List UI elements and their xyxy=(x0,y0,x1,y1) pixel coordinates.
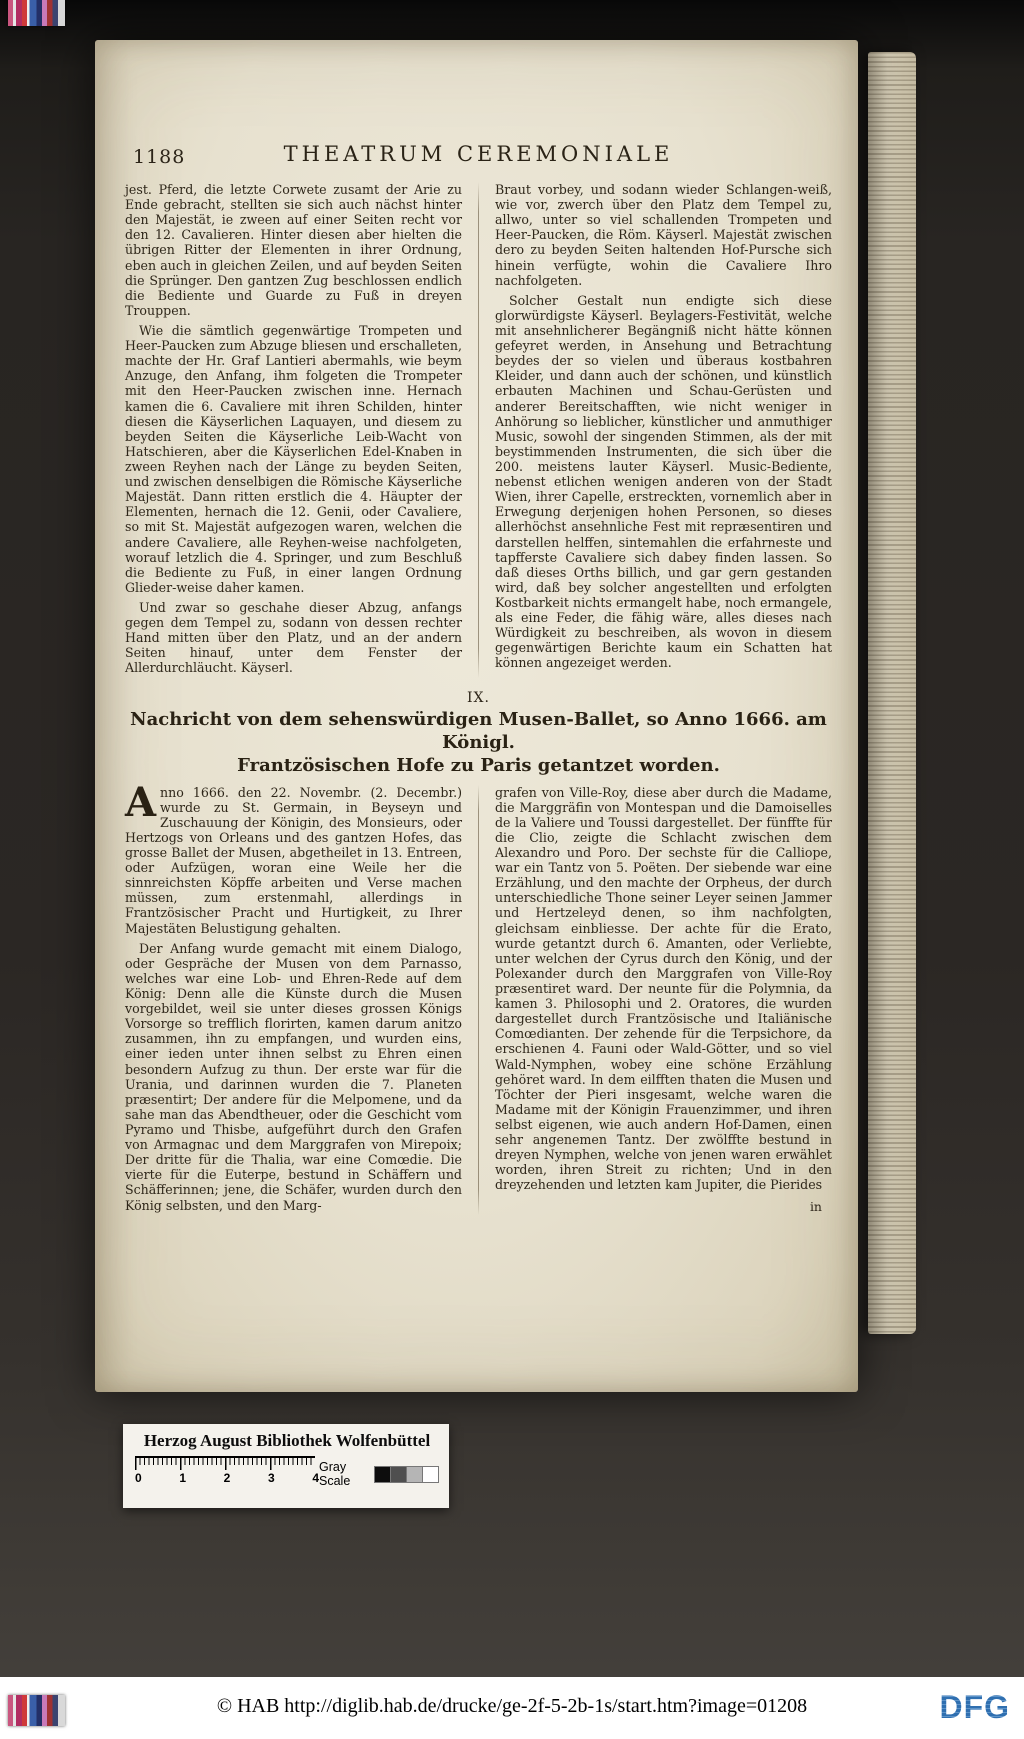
grayscale-swatch-white xyxy=(422,1466,439,1483)
grayscale-swatch-light xyxy=(406,1466,423,1483)
ruler-block xyxy=(135,1456,319,1485)
next-page-edge xyxy=(868,52,916,1334)
page-header xyxy=(125,142,832,172)
column-left xyxy=(125,182,462,678)
paragraph: Solcher Gestalt nun endigte sich diese glorwürdigste Käyserl. Beylagers-Festivität, welche mit ansehnlicherer Begängniß nicht hätte können gefeyret werden, in Ansehung und Betrachtung beydes der so vielen und überaus kostbahren Kleider, und dann auch der schönen, und künstlich erbauten Machinen und Schau-Gerüsten und anderer Bereitschafften, wie nicht weniger in Anhörung so lieblicher, künstlicher und anmuthiger Music, sowohl der singenden Stimmen, als der mit beystimmenden Instrumenten, die sich über die 200. meistens lauter Käyserl. Music-Bediente, nebenst etlichen wenigen anderen von der Stadt Wien, ihrer Capelle, erstreckten, vornemlich aber in Erwegung derjenigen hohen Personen, so dieses allerhöchst ansehnliche Fest mit repræsentiren und darstellen helffen, sintemahlen die erfahrneste und tapfferste Cavaliere sich dabey finden lassen. So daß dieses Orths billich, und gar gern gestanden wird, daß bey solcher angestellten und erfolgten Kostbarkeit nichts ermangelt habe, noch ermangele, als eine Feder, die fähig wäre, alles dieses nach Würdigkeit zu beschreiben, als wovon in diesem gegenwärtigen Berichte kaum ein Schatten hat können angezeiget werden. xyxy=(495,292,832,671)
library-label-card xyxy=(123,1424,449,1508)
paragraph: Braut vorbey, und sodann wieder Schlangen-weiß, wie vor, zwerch über den Platz dem Tempel zu, allwo, unter so viel schallenden Trompeten und Heer-Paucken, die Röm. Käyserl. Majestät zwischen dero zu beyden Seiten haltenden Hof-Pursche sich hinein verfügte, wohin die Cavaliere Ihro nachfolgeten. xyxy=(495,182,832,288)
ruler-tick-label: 0 xyxy=(135,1471,142,1485)
section-heading-line1: Nachricht von dem sehenswürdigen Musen-Ballet, so Anno 1666. am Königl. xyxy=(130,708,827,753)
color-calibration-bar-top xyxy=(8,0,65,26)
ruler-tick-label: 1 xyxy=(179,1471,187,1485)
running-title: THEATRUM CEREMONIALE xyxy=(283,142,674,166)
paragraph: Und zwar so geschahe dieser Abzug, anfangs gegen dem Tempel zu, sodann von dessen rechter Hand mitten über den Platz, und an der andern Seiten hinauf, unter dem Fenster der Allerdurchläucht. Käyserl. xyxy=(125,599,462,676)
dfg-logo: DFG xyxy=(939,1689,1010,1725)
section-number: IX. xyxy=(467,689,490,706)
ruler-tick-label: 4 xyxy=(312,1471,319,1485)
copyright-url[interactable]: © HAB http://diglib.hab.de/drucke/ge-2f-5-2b-1s/start.htm?image=01208 xyxy=(216,1695,808,1717)
column-right xyxy=(495,785,832,1215)
section-heading-line2: Frantzösischen Hofe zu Paris getantzet worden. xyxy=(237,754,720,776)
column-rule xyxy=(478,785,479,1215)
paragraph-text: nno 1666. den 22. Novembr. (2. Decembr.) wurde zu St. Germain, in Beyseyn und Zuschauung der Königin, des Monsieurs, oder Hertzogs von Orleans und des gantzen Hofes, das grosse Ballet der Musen, abgetheilet in 13. Entreen, oder Aufzügen, woran eine Weile her die sinnreichsten Köpffe arbeiten und Verse machen müssen, zum erstenmahl, allerdings in Frantzösischer Pracht und Hurtigkeit, zu Ihrer Majestäten Belustigung gehalten. xyxy=(125,784,462,936)
paragraph: Der Anfang wurde gemacht mit einem Dialogo, oder Gespräche der Musen von dem Parnasso, welches war eine Lob- und Ehren-Rede auf dem König: Denn alle die Künste durch die Musen vorgebildet, weil sie unter dieses grossen Königs Vorsorge so trefflich florirten, kamen darum anitzo zusammen, ihn zu empfangen, und wurden eins, einer ieden unter ihnen selbst zu Ehren einen besondern Aufzug zu thun. Der erste war für die Urania, und darinnen wurden die 7. Planeten præsentirt; Der andere für die Melpomene, und da sahe man das Abendtheuer, oder die Geschicht vom Pyramo und Thisbe, aufgeführt durch den Grafen von Armagnac und dem Marggrafen von Mirepoix; Der dritte für die Thalia, war eine Comœdie. Die vierte für die Euterpe, bestund in Schäffern und Schäfferinnen; jene, die Schäfer, wurden durch den König selbsten, und den Marg- xyxy=(125,940,462,1213)
ruler-tick-label: 3 xyxy=(267,1471,275,1485)
text-columns-previous-section xyxy=(125,182,832,678)
book-page-scan xyxy=(95,40,858,1392)
label-row xyxy=(135,1456,439,1488)
grayscale-label: Gray Scale xyxy=(319,1460,351,1488)
paragraph: grafen von Ville-Roy, diese aber durch die Madame, die Marggräfin von Montespan und die Damoiselles de la Valiere und Toussi dargestellet. Der fünffte für die Clio, zeigte die Schlacht zwischen dem Alexandro und Poro. Der sechste für die Calliope, war ein Tantz von 5. Poëten. Der siebende war eine Erzählung, und den machte der Orpheus, der durch unterschiedliche Thone seiner Leyer seinen Jammer und Hertzeleyd denen, so ihm nachfolgten, gleichsam einbliesse. Der achte für die Erato, wurde getantzt durch 6. Amanten, oder Verliebte, unter welchen der Cyrus durch den König, und der Polexander durch den Marggrafen von Ville-Roy præsentiret ward. Der neunte für die Polymnia, da kamen 3. Philosophi und 2. Oratores, die wurden dargestellet durch Frantzösische und Italiänische Comœdianten. Der zehende für die Terpsichore, da erschienen 4. Fauni oder Wald-Götter, und so viel Wald-Nymphen, wobey eine schöne Erzählung gehöret ward. In dem eilfften thaten die Musen und Töchter der Pieri insgesamt, welche waren die Madame mit der Königin Frauenzimmer, und ihren selbst eigenen, wie auch andern Hof-Damen, einen sehr angenemen Tantz. Der zwölffte bestund in dreyen Nymphen, welche von jenen waren erwählet worden, ihren Streit zu richten; Und in den dreyzehenden und letzten kam Jupiter, die Pierides xyxy=(495,784,832,1193)
grayscale-swatches xyxy=(375,1466,439,1483)
text-columns-section-ix xyxy=(125,778,832,1215)
paragraph: Wie die sämtlich gegenwärtige Trompeten und Heer-Paucken zum Abzuge bliesen und erschalleten, machte der Hr. Graf Lantieri abermahls, wie beym Anzuge, den Anfang, ihm folgeten die Trompeter mit den Heer-Paucken zwischen inne. Hernach kamen die 6. Cavaliere mit ihren Schilden, hinter diesen die Käyserlichen Laquayen, und diesem zu beyden Seiten die Käyserliche Leib-Wacht von Hatschieren, aber die Käyserlichen Edel-Knaben in zween Reyhen nach der Länge zu beyden Seiten, und zwischen denselbigen die Römische Käyserliche Majestät. Dann ritten erstlich die 4. Häupter der Elementen, hernach die 12. Genii, oder Cavaliere, so mit St. Majestät aufgezogen waren, welchen die andere Cavaliere, alle Reyhen-weise nachfolgeten, worauf letzlich die 4. Springer, und zum Beschluß die Bediente zu Fuß, in einer langen Ordnung Glieder-weise daher kamen. xyxy=(125,322,462,595)
column-right xyxy=(495,182,832,678)
column-left xyxy=(125,778,462,1215)
library-name: Herzog August Bibliothek Wolfenbüttel xyxy=(143,1431,431,1450)
ruler-scale xyxy=(135,1456,315,1470)
column-rule xyxy=(478,182,479,678)
grayscale-swatch-dark xyxy=(390,1466,407,1483)
paragraph-with-dropcap xyxy=(125,778,462,936)
section-heading xyxy=(125,708,832,777)
catchword: in xyxy=(809,1198,822,1214)
grayscale-block xyxy=(319,1460,439,1488)
dropcap-initial: A xyxy=(125,778,157,826)
ruler-numbers xyxy=(135,1471,319,1485)
ruler-tick-label: 2 xyxy=(223,1471,231,1485)
paragraph: jest. Pferd, die letzte Corwete zusamt der Arie zu Ende gebracht, stellten sie sich auch nächst hinter den Majestät, ie zween auf einer Seiten recht vor den 12. Cavalieren. Hinter diesen aber hielten die übrigen Ritter der Elementen in ihrer Ordnung, eben auch in gleichen Zeilen, und auf beyden Seiten die Sprünger. Den gantzen Zug beschlossen endlich die Bediente und Guarde zu Fuß in dreyen Trouppen. xyxy=(125,182,462,318)
footer-bar xyxy=(0,1677,1024,1739)
grayscale-swatch-black xyxy=(374,1466,391,1483)
page-number: 1188 xyxy=(133,146,186,168)
